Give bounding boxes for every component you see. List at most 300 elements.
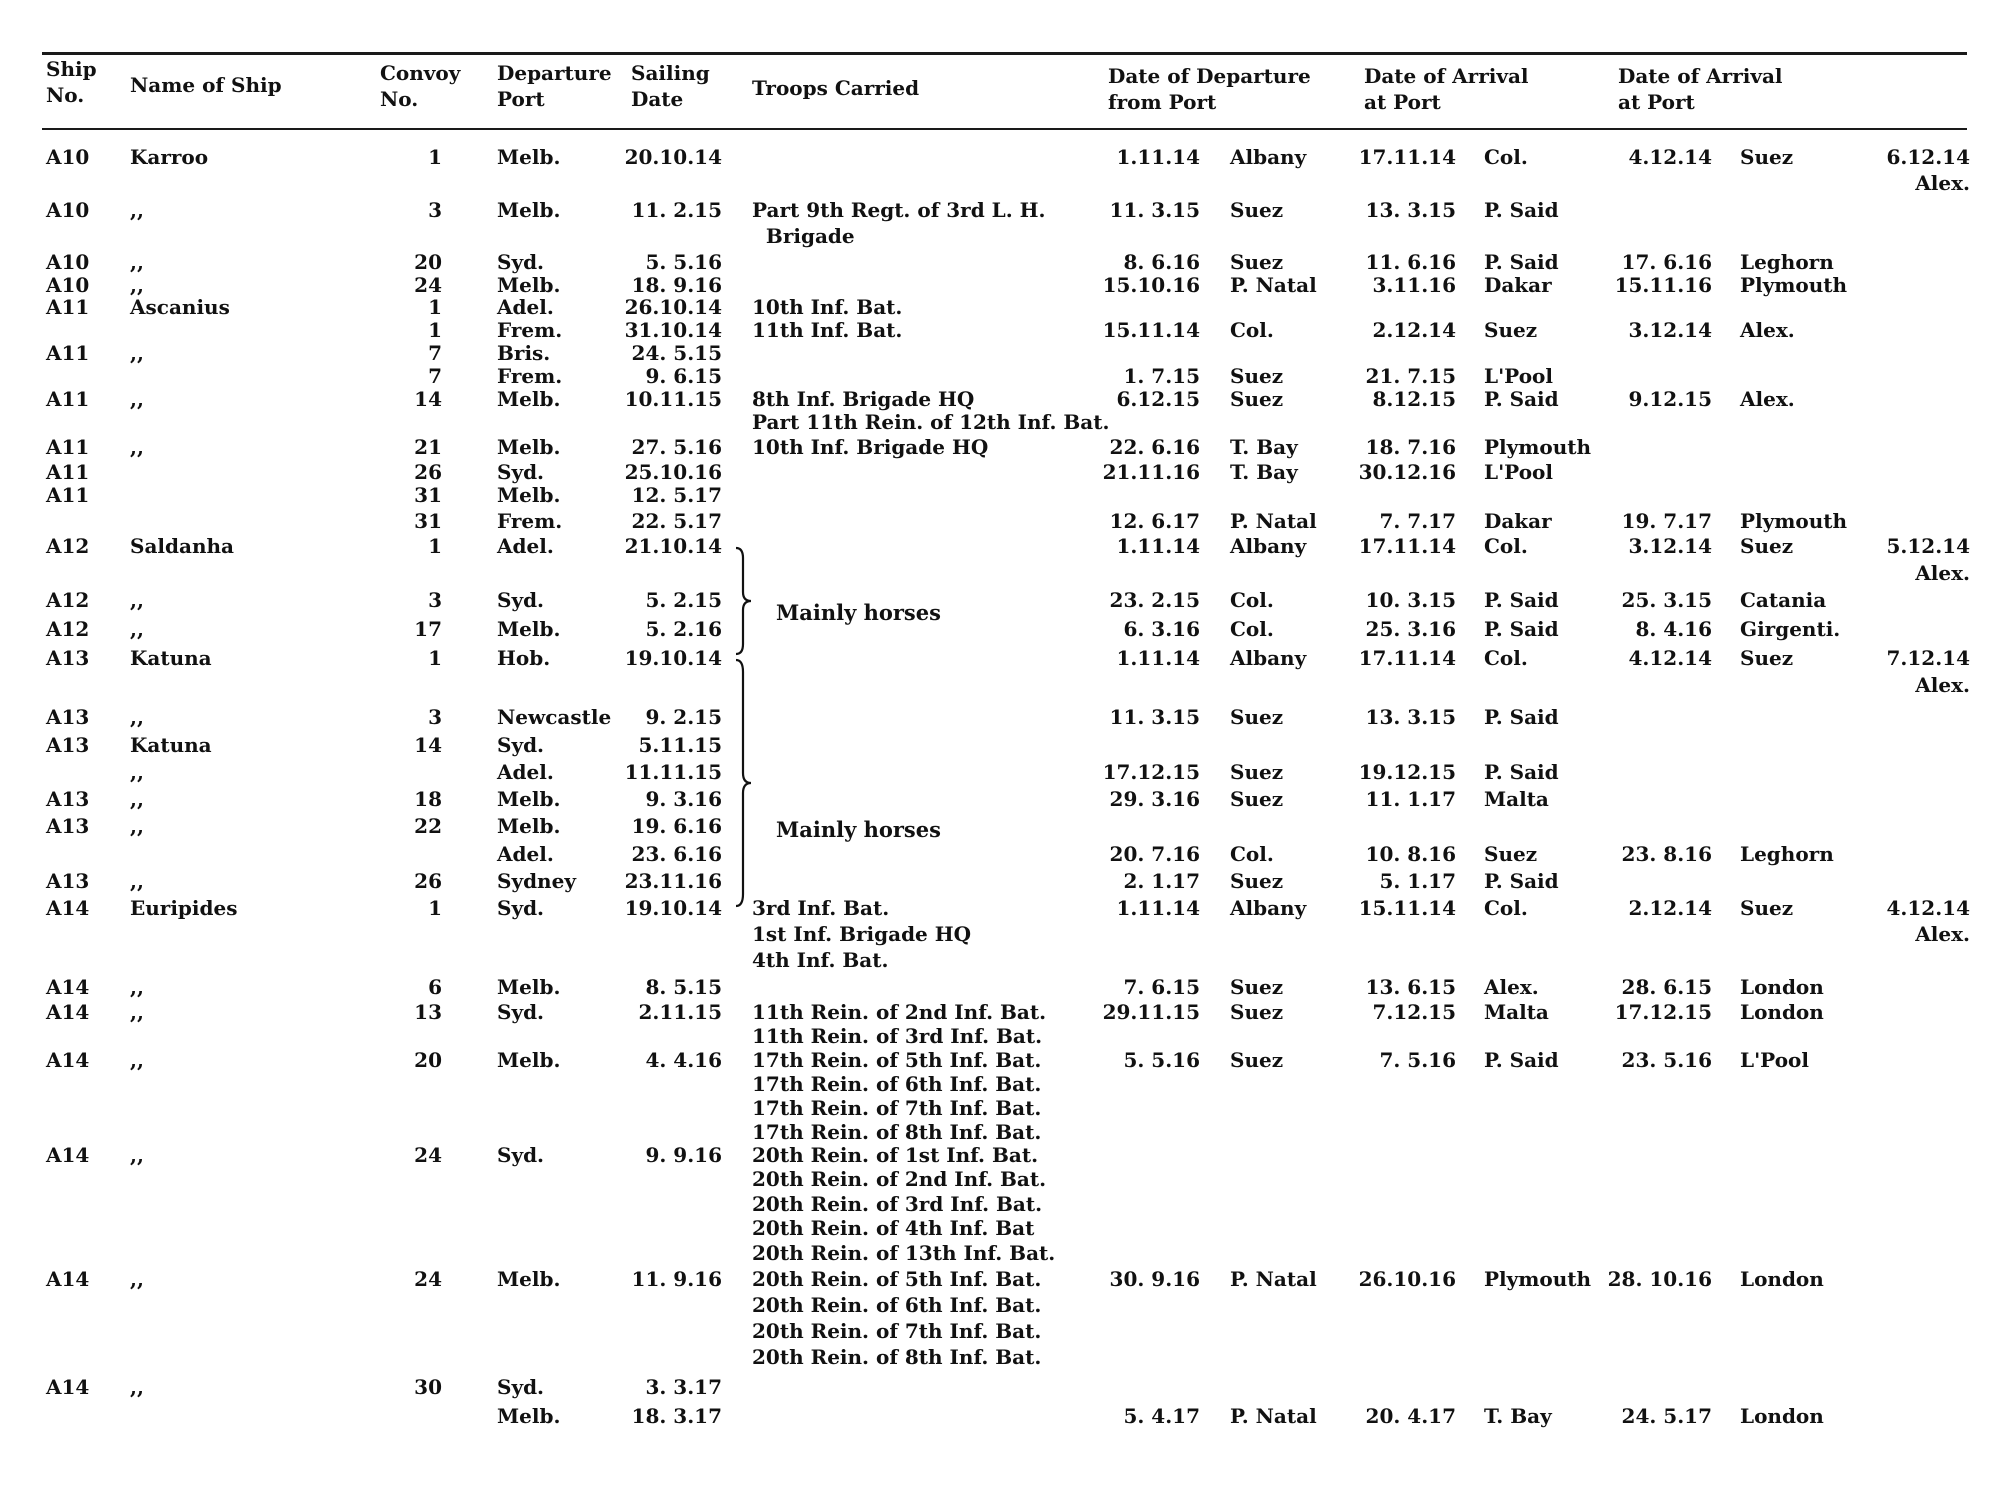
cell-departure-port: Melb.: [497, 787, 561, 811]
cell-convoy-no: 24: [414, 1267, 442, 1291]
cell-troops-carried: 20th Rein. of 13th Inf. Bat.: [752, 1241, 1056, 1265]
cell-departure-port: Melb.: [497, 1404, 561, 1428]
cell-convoy-no: 1: [428, 295, 442, 319]
cell-arrival-port-1: Plymouth: [1484, 435, 1592, 459]
cell-convoy-no: 1: [428, 896, 442, 920]
cell-arrival-date-2: 8. 4.16: [1635, 617, 1712, 641]
cell-arrival-date-2: 4.12.14: [1628, 145, 1712, 169]
table-row: [0, 1292, 2000, 1318]
cell-ship-no: A13: [46, 705, 90, 729]
cell-troops-carried: 20th Rein. of 2nd Inf. Bat.: [752, 1167, 1047, 1191]
header-date-of-arrival-1: Date of Arrival at Port: [1364, 64, 1529, 114]
cell-convoy-no: 1: [428, 318, 442, 342]
cell-arrival-port-1: Suez: [1484, 318, 1538, 342]
cell-ship-name: ,,: [130, 760, 144, 784]
cell-convoy-no: 24: [414, 1143, 442, 1167]
cell-troops-carried: Brigade: [752, 224, 855, 248]
cell-sailing-date: 26.10.14: [624, 295, 722, 319]
cell-arrival-date-1: 11. 6.16: [1365, 250, 1456, 274]
cell-arrival-date-2: 25. 3.15: [1621, 588, 1712, 612]
cell-sailing-date: 19. 6.16: [631, 814, 722, 838]
cell-departure-port: Melb.: [497, 483, 561, 507]
cell-arrival-date-2: 4.12.14: [1628, 646, 1712, 670]
cell-departure-place: Suez: [1230, 364, 1284, 388]
cell-departure-date: 1. 7.15: [1123, 364, 1200, 388]
cell-ship-name: ,,: [130, 1267, 144, 1291]
cell-arrival-date-3: 4.12.14: [1886, 896, 1970, 920]
cell-convoy-no: 17: [414, 617, 442, 641]
table-row: [0, 786, 2000, 812]
cell-ship-no: A14: [46, 975, 90, 999]
cell-ship-name: ,,: [130, 387, 144, 411]
cell-departure-port: Hob.: [497, 646, 551, 670]
cell-arrival-port-1: P. Said: [1484, 760, 1559, 784]
table-row: [0, 704, 2000, 730]
cell-departure-date: 22. 6.16: [1109, 435, 1200, 459]
table-row: [0, 409, 2000, 435]
cell-arrival-date-3: Alex.: [1915, 171, 1970, 195]
cell-departure-date: 20. 7.16: [1109, 842, 1200, 866]
cell-arrival-date-1: 7.12.15: [1372, 1000, 1456, 1024]
cell-convoy-no: 14: [414, 733, 442, 757]
cell-arrival-port-2: L'Pool: [1740, 1048, 1809, 1072]
cell-ship-no: A14: [46, 1000, 90, 1024]
cell-arrival-port-1: Alex.: [1484, 975, 1539, 999]
cell-sailing-date: 9. 3.16: [645, 787, 722, 811]
cell-ship-name: ,,: [130, 250, 144, 274]
cell-departure-port: Syd.: [497, 1000, 545, 1024]
cell-convoy-no: 20: [414, 250, 442, 274]
table-row: [0, 868, 2000, 894]
cell-departure-place: Suez: [1230, 869, 1284, 893]
header-name-of-ship: Name of Ship: [130, 73, 282, 97]
cell-ship-name: Ascanius: [130, 295, 230, 319]
cell-arrival-port-1: Col.: [1484, 896, 1528, 920]
cell-sailing-date: 11. 9.16: [631, 1267, 722, 1291]
cell-departure-place: Suez: [1230, 975, 1284, 999]
cell-departure-port: Melb.: [497, 387, 561, 411]
cell-troops-carried: 17th Rein. of 5th Inf. Bat.: [752, 1048, 1042, 1072]
cell-arrival-port-2: Suez: [1740, 896, 1794, 920]
table-row: [0, 759, 2000, 785]
header-ship-no: Ship No.: [46, 57, 97, 107]
cell-ship-no: A11: [46, 295, 90, 319]
table-row: [0, 508, 2000, 534]
cell-ship-name: ,,: [130, 787, 144, 811]
cell-arrival-port-2: Suez: [1740, 145, 1794, 169]
cell-arrival-port-1: P. Said: [1484, 387, 1559, 411]
cell-sailing-date: 8. 5.15: [645, 975, 722, 999]
cell-arrival-date-1: 2.12.14: [1372, 318, 1456, 342]
cell-ship-name: ,,: [130, 198, 144, 222]
cell-convoy-no: 1: [428, 534, 442, 558]
cell-arrival-date-1: 19.12.15: [1358, 760, 1456, 784]
cell-arrival-date-1: 7. 5.16: [1379, 1048, 1456, 1072]
cell-ship-no: A10: [46, 273, 90, 297]
cell-sailing-date: 5. 5.16: [645, 250, 722, 274]
header-departure-port: Departure Port: [497, 61, 612, 111]
cell-departure-port: Melb.: [497, 273, 561, 297]
table-row: [0, 197, 2000, 223]
cell-sailing-date: 2.11.15: [638, 1000, 722, 1024]
cell-arrival-port-2: Suez: [1740, 534, 1794, 558]
cell-arrival-date-2: 2.12.14: [1628, 896, 1712, 920]
cell-arrival-date-1: 25. 3.16: [1365, 617, 1456, 641]
header-sailing-date: Sailing Date: [631, 61, 710, 111]
table-row: [0, 1166, 2000, 1192]
cell-arrival-date-1: 17.11.14: [1358, 145, 1456, 169]
cell-ship-name: ,,: [130, 341, 144, 365]
cell-departure-place: Suez: [1230, 787, 1284, 811]
cell-arrival-port-2: Alex.: [1740, 387, 1795, 411]
cell-sailing-date: 11. 2.15: [631, 198, 722, 222]
cell-arrival-port-1: P. Said: [1484, 617, 1559, 641]
cell-ship-name: Katuna: [130, 646, 212, 670]
brace-label-horses-2: Mainly horses: [776, 817, 941, 842]
cell-troops-carried: Part 9th Regt. of 3rd L. H.: [752, 198, 1046, 222]
cell-ship-no: A14: [46, 1375, 90, 1399]
cell-troops-carried: 17th Rein. of 7th Inf. Bat.: [752, 1096, 1042, 1120]
cell-departure-port: Melb.: [497, 617, 561, 641]
cell-ship-no: A14: [46, 1143, 90, 1167]
cell-ship-name: ,,: [130, 435, 144, 459]
cell-ship-name: ,,: [130, 1375, 144, 1399]
cell-arrival-port-1: P. Said: [1484, 705, 1559, 729]
cell-departure-date: 11. 3.15: [1109, 198, 1200, 222]
cell-departure-place: T. Bay: [1230, 435, 1298, 459]
table-row: [0, 841, 2000, 867]
cell-convoy-no: 24: [414, 273, 442, 297]
cell-departure-place: Col.: [1230, 588, 1274, 612]
cell-sailing-date: 20.10.14: [624, 145, 722, 169]
cell-departure-date: 6.12.15: [1116, 387, 1200, 411]
cell-departure-date: 23. 2.15: [1109, 588, 1200, 612]
cell-sailing-date: 25.10.16: [624, 460, 722, 484]
cell-departure-port: Syd.: [497, 250, 545, 274]
cell-departure-place: P. Natal: [1230, 273, 1317, 297]
cell-arrival-port-2: London: [1740, 1000, 1824, 1024]
cell-departure-place: Suez: [1230, 250, 1284, 274]
cell-ship-name: ,,: [130, 1048, 144, 1072]
cell-departure-place: Suez: [1230, 705, 1284, 729]
cell-arrival-port-1: L'Pool: [1484, 364, 1553, 388]
cell-arrival-date-2: 17.12.15: [1614, 1000, 1712, 1024]
cell-departure-date: 7. 6.15: [1123, 975, 1200, 999]
cell-arrival-port-1: Suez: [1484, 842, 1538, 866]
cell-arrival-port-1: T. Bay: [1484, 1404, 1552, 1428]
cell-ship-no: A14: [46, 1048, 90, 1072]
cell-ship-no: A10: [46, 198, 90, 222]
cell-ship-name: ,,: [130, 1000, 144, 1024]
table-row: [0, 144, 2000, 170]
cell-troops-carried: 17th Rein. of 8th Inf. Bat.: [752, 1120, 1042, 1144]
cell-departure-port: Sydney: [497, 869, 576, 893]
cell-ship-no: A10: [46, 250, 90, 274]
cell-arrival-port-1: Col.: [1484, 534, 1528, 558]
cell-ship-name: ,,: [130, 814, 144, 838]
cell-troops-carried: 20th Rein. of 1st Inf. Bat.: [752, 1143, 1039, 1167]
cell-arrival-date-2: 28. 10.16: [1607, 1267, 1712, 1291]
cell-departure-date: 15.10.16: [1102, 273, 1200, 297]
header-rule: [42, 128, 1967, 130]
brace-label-horses-1: Mainly horses: [776, 600, 941, 625]
cell-departure-date: 1.11.14: [1116, 534, 1200, 558]
cell-troops-carried: 10th Inf. Bat.: [752, 295, 903, 319]
table-row: [0, 813, 2000, 839]
cell-sailing-date: 10.11.15: [624, 387, 722, 411]
cell-arrival-date-3: 7.12.14: [1886, 646, 1970, 670]
cell-sailing-date: 18. 9.16: [631, 273, 722, 297]
cell-ship-name: ,,: [130, 869, 144, 893]
cell-departure-port: Melb.: [497, 1048, 561, 1072]
table-row: [0, 732, 2000, 758]
cell-ship-name: Katuna: [130, 733, 212, 757]
cell-arrival-date-1: 3.11.16: [1372, 273, 1456, 297]
table-row: [0, 170, 2000, 196]
cell-ship-no: A11: [46, 387, 90, 411]
table-row: [0, 974, 2000, 1000]
cell-departure-place: Col.: [1230, 318, 1274, 342]
cell-troops-carried: 11th Rein. of 3rd Inf. Bat.: [752, 1024, 1043, 1048]
cell-ship-name: ,,: [130, 705, 144, 729]
cell-ship-no: A14: [46, 1267, 90, 1291]
cell-sailing-date: 21.10.14: [624, 534, 722, 558]
cell-convoy-no: 1: [428, 145, 442, 169]
table-row: [0, 1142, 2000, 1168]
cell-departure-place: Suez: [1230, 1048, 1284, 1072]
cell-departure-place: Col.: [1230, 842, 1274, 866]
cell-departure-port: Frem.: [497, 364, 563, 388]
cell-arrival-port-1: P. Said: [1484, 198, 1559, 222]
cell-ship-no: A11: [46, 483, 90, 507]
table-row: [0, 1047, 2000, 1073]
cell-troops-carried: Part 11th Rein. of 12th Inf. Bat.: [752, 410, 1110, 434]
cell-convoy-no: 31: [414, 509, 442, 533]
table-row: [0, 560, 2000, 586]
cell-arrival-port-2: Plymouth: [1740, 509, 1848, 533]
cell-sailing-date: 5. 2.16: [645, 617, 722, 641]
cell-arrival-port-2: Alex.: [1740, 318, 1795, 342]
cell-sailing-date: 19.10.14: [624, 646, 722, 670]
cell-ship-name: Karroo: [130, 145, 209, 169]
header-troops-carried: Troops Carried: [752, 76, 920, 100]
cell-departure-date: 5. 5.16: [1123, 1048, 1200, 1072]
cell-departure-date: 30. 9.16: [1109, 1267, 1200, 1291]
cell-ship-no: A13: [46, 869, 90, 893]
cell-arrival-date-1: 11. 1.17: [1365, 787, 1456, 811]
cell-sailing-date: 11.11.15: [624, 760, 722, 784]
cell-sailing-date: 23. 6.16: [631, 842, 722, 866]
cell-arrival-date-2: 24. 5.17: [1621, 1404, 1712, 1428]
cell-departure-date: 21.11.16: [1102, 460, 1200, 484]
cell-sailing-date: 22. 5.17: [631, 509, 722, 533]
header-convoy-no: Convoy No.: [380, 61, 461, 111]
cell-convoy-no: 21: [414, 435, 442, 459]
cell-troops-carried: 20th Rein. of 4th Inf. Bat: [752, 1216, 1035, 1240]
cell-departure-date: 1.11.14: [1116, 145, 1200, 169]
cell-convoy-no: 3: [428, 705, 442, 729]
table-row: [0, 223, 2000, 249]
table-row: [0, 1191, 2000, 1217]
cell-troops-carried: 20th Rein. of 3rd Inf. Bat.: [752, 1192, 1043, 1216]
cell-troops-carried: 20th Rein. of 8th Inf. Bat.: [752, 1345, 1042, 1369]
cell-arrival-port-2: Girgenti.: [1740, 617, 1841, 641]
cell-departure-date: 8. 6.16: [1123, 250, 1200, 274]
cell-sailing-date: 24. 5.15: [631, 341, 722, 365]
cell-arrival-date-1: 30.12.16: [1358, 460, 1456, 484]
cell-sailing-date: 9. 2.15: [645, 705, 722, 729]
table-row: [0, 1344, 2000, 1370]
cell-arrival-port-1: Malta: [1484, 1000, 1549, 1024]
cell-arrival-date-1: 13. 6.15: [1365, 975, 1456, 999]
cell-convoy-no: 1: [428, 646, 442, 670]
cell-departure-place: Col.: [1230, 617, 1274, 641]
table-row: [0, 1318, 2000, 1344]
cell-troops-carried: 3rd Inf. Bat.: [752, 896, 890, 920]
cell-arrival-date-2: 28. 6.15: [1621, 975, 1712, 999]
cell-departure-place: Albany: [1230, 646, 1307, 670]
brace-horses-2: [734, 658, 754, 908]
cell-arrival-port-1: P. Said: [1484, 869, 1559, 893]
cell-ship-no: A11: [46, 435, 90, 459]
cell-arrival-port-1: Dakar: [1484, 273, 1552, 297]
cell-departure-date: 29.11.15: [1102, 1000, 1200, 1024]
cell-departure-port: Frem.: [497, 509, 563, 533]
cell-departure-place: Albany: [1230, 145, 1307, 169]
cell-ship-no: A12: [46, 588, 90, 612]
table-row: [0, 1240, 2000, 1266]
cell-arrival-date-2: 23. 5.16: [1621, 1048, 1712, 1072]
cell-arrival-port-2: London: [1740, 1404, 1824, 1428]
cell-arrival-date-3: Alex.: [1915, 561, 1970, 585]
cell-arrival-port-1: Col.: [1484, 646, 1528, 670]
cell-ship-name: ,,: [130, 273, 144, 297]
table-row: [0, 1266, 2000, 1292]
cell-departure-place: Suez: [1230, 387, 1284, 411]
cell-departure-port: Adel.: [497, 842, 554, 866]
cell-arrival-date-1: 21. 7.15: [1365, 364, 1456, 388]
header-date-of-arrival-2: Date of Arrival at Port: [1618, 64, 1783, 114]
cell-arrival-port-1: P. Said: [1484, 250, 1559, 274]
cell-sailing-date: 23.11.16: [624, 869, 722, 893]
cell-departure-date: 2. 1.17: [1123, 869, 1200, 893]
table-row: [0, 1023, 2000, 1049]
cell-ship-name: Saldanha: [130, 534, 234, 558]
cell-troops-carried: 1st Inf. Brigade HQ: [752, 922, 972, 946]
cell-convoy-no: 3: [428, 588, 442, 612]
table-row: [0, 921, 2000, 947]
cell-sailing-date: 19.10.14: [624, 896, 722, 920]
cell-arrival-port-1: Malta: [1484, 787, 1549, 811]
cell-arrival-date-2: 3.12.14: [1628, 534, 1712, 558]
cell-troops-carried: 20th Rein. of 7th Inf. Bat.: [752, 1319, 1042, 1343]
table-row: [0, 999, 2000, 1025]
cell-arrival-date-1: 17.11.14: [1358, 646, 1456, 670]
cell-convoy-no: 18: [414, 787, 442, 811]
cell-sailing-date: 9. 9.16: [645, 1143, 722, 1167]
cell-arrival-date-1: 13. 3.15: [1365, 198, 1456, 222]
cell-arrival-port-2: Leghorn: [1740, 250, 1834, 274]
cell-arrival-port-1: P. Said: [1484, 588, 1559, 612]
top-rule: [42, 52, 1967, 55]
cell-arrival-date-1: 13. 3.15: [1365, 705, 1456, 729]
cell-arrival-date-1: 18. 7.16: [1365, 435, 1456, 459]
table-row: [0, 1095, 2000, 1121]
cell-departure-date: 5. 4.17: [1123, 1404, 1200, 1428]
cell-arrival-date-1: 10. 8.16: [1365, 842, 1456, 866]
cell-arrival-date-1: 17.11.14: [1358, 534, 1456, 558]
header-date-of-departure: Date of Departure from Port: [1108, 64, 1311, 114]
cell-departure-date: 1.11.14: [1116, 646, 1200, 670]
cell-convoy-no: 7: [428, 364, 442, 388]
table-row: [0, 645, 2000, 671]
table-row: [0, 616, 2000, 642]
cell-departure-port: Melb.: [497, 145, 561, 169]
cell-troops-carried: 11th Inf. Bat.: [752, 318, 903, 342]
cell-departure-date: 1.11.14: [1116, 896, 1200, 920]
cell-departure-place: Albany: [1230, 534, 1307, 558]
table-row: [0, 672, 2000, 698]
cell-sailing-date: 31.10.14: [624, 318, 722, 342]
cell-departure-place: Suez: [1230, 198, 1284, 222]
cell-ship-no: A13: [46, 646, 90, 670]
cell-arrival-date-2: 15.11.16: [1614, 273, 1712, 297]
cell-departure-port: Melb.: [497, 975, 561, 999]
cell-arrival-port-1: L'Pool: [1484, 460, 1553, 484]
cell-arrival-date-1: 10. 3.15: [1365, 588, 1456, 612]
cell-arrival-date-1: 15.11.14: [1358, 896, 1456, 920]
cell-sailing-date: 12. 5.17: [631, 483, 722, 507]
cell-ship-name: ,,: [130, 588, 144, 612]
cell-arrival-date-1: 8.12.15: [1372, 387, 1456, 411]
cell-ship-no: A14: [46, 896, 90, 920]
cell-departure-port: Melb.: [497, 435, 561, 459]
cell-departure-place: Albany: [1230, 896, 1307, 920]
cell-ship-no: A13: [46, 733, 90, 757]
cell-ship-no: A11: [46, 460, 90, 484]
cell-ship-no: A10: [46, 145, 90, 169]
cell-arrival-port-1: Col.: [1484, 145, 1528, 169]
cell-arrival-port-2: Leghorn: [1740, 842, 1834, 866]
cell-ship-no: A12: [46, 617, 90, 641]
cell-departure-place: P. Natal: [1230, 1404, 1317, 1428]
cell-sailing-date: 9. 6.15: [645, 364, 722, 388]
cell-convoy-no: 7: [428, 341, 442, 365]
cell-convoy-no: 22: [414, 814, 442, 838]
cell-departure-port: Syd.: [497, 588, 545, 612]
table-row: [0, 895, 2000, 921]
cell-arrival-port-1: Dakar: [1484, 509, 1552, 533]
cell-arrival-date-3: 6.12.14: [1886, 145, 1970, 169]
cell-departure-date: 11. 3.15: [1109, 705, 1200, 729]
cell-departure-date: 29. 3.16: [1109, 787, 1200, 811]
cell-departure-date: 17.12.15: [1102, 760, 1200, 784]
cell-ship-name: Euripides: [130, 896, 238, 920]
cell-troops-carried: 11th Rein. of 2nd Inf. Bat.: [752, 1000, 1047, 1024]
cell-arrival-date-1: 20. 4.17: [1365, 1404, 1456, 1428]
cell-sailing-date: 27. 5.16: [631, 435, 722, 459]
cell-arrival-port-1: Plymouth: [1484, 1267, 1592, 1291]
cell-arrival-date-1: 26.10.16: [1358, 1267, 1456, 1291]
cell-arrival-date-3: 5.12.14: [1886, 534, 1970, 558]
table-row: [0, 1403, 2000, 1429]
cell-convoy-no: 14: [414, 387, 442, 411]
cell-departure-place: T. Bay: [1230, 460, 1298, 484]
cell-ship-no: A13: [46, 787, 90, 811]
cell-troops-carried: 20th Rein. of 6th Inf. Bat.: [752, 1293, 1042, 1317]
cell-convoy-no: 13: [414, 1000, 442, 1024]
cell-troops-carried: 17th Rein. of 6th Inf. Bat.: [752, 1072, 1042, 1096]
